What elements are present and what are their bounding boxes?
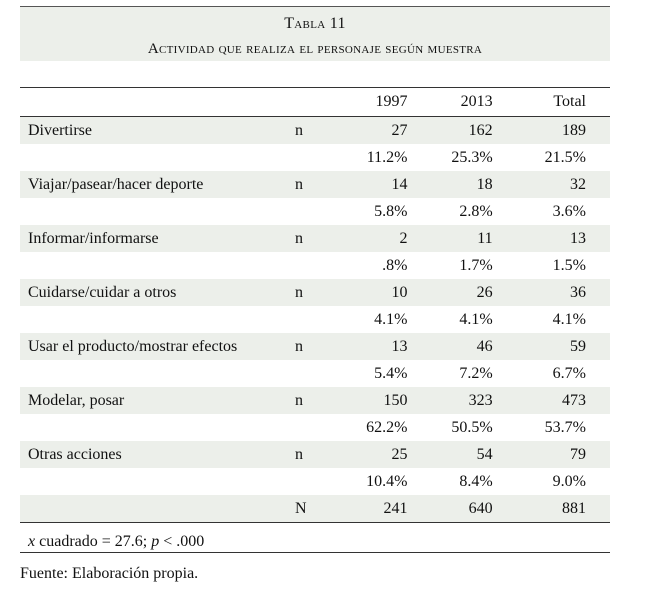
totals-row [20, 495, 610, 523]
row-stat: n [295, 279, 332, 306]
row-label: Informar/informarse [20, 225, 295, 252]
stat-text-2: < .000 [159, 533, 205, 550]
cell-1997-pct: 11.2% [366, 148, 408, 166]
cell-2013: 46 [407, 333, 492, 360]
row-stat: n [295, 333, 332, 360]
row-stat: n [295, 225, 332, 252]
row-label: Viajar/pasear/hacer deporte [20, 171, 295, 198]
row-stat: n [295, 171, 332, 198]
cell-total: 473 [493, 387, 610, 414]
header-row [20, 88, 610, 117]
table-row [20, 387, 610, 414]
table-row [20, 333, 610, 360]
total-2013: 640 [407, 495, 492, 523]
cell-1997-pct: 5.4% [374, 364, 408, 382]
cell-2013-pct: 7.2% [459, 364, 493, 382]
table-row-percent [20, 306, 610, 333]
data-table [20, 87, 610, 523]
table-title-block [20, 6, 610, 61]
cell-1997: 10 [332, 279, 407, 306]
cell-1997: 150 [332, 387, 407, 414]
stat-p: p [151, 533, 160, 550]
cell-total-pct: 4.1% [552, 310, 586, 328]
cell-1997: 27 [332, 117, 407, 145]
cell-2013: 18 [407, 171, 492, 198]
cell-1997: 13 [332, 333, 407, 360]
cell-2013: 162 [407, 117, 492, 145]
table-row [20, 225, 610, 252]
header-total: Total [553, 93, 586, 110]
table-row [20, 171, 610, 198]
cell-2013-pct: 2.8% [459, 202, 493, 220]
cell-1997: 14 [332, 171, 407, 198]
cell-1997-pct: 62.2% [366, 418, 408, 436]
row-label: Modelar, posar [20, 387, 295, 414]
cell-1997-pct: 4.1% [374, 310, 408, 328]
cell-1997-pct: 5.8% [374, 202, 408, 220]
cell-1997-pct: 10.4% [366, 472, 408, 490]
grand-total: 881 [493, 495, 610, 523]
chi-square-note [20, 529, 610, 553]
header-1997: 1997 [375, 93, 408, 110]
cell-2013: 54 [407, 441, 492, 468]
cell-total: 59 [493, 333, 610, 360]
cell-total: 36 [493, 279, 610, 306]
header-empty-stat [295, 88, 332, 117]
table-row-percent [20, 252, 610, 279]
stat-var: x [28, 533, 36, 550]
cell-2013-pct: 4.1% [459, 310, 493, 328]
table-row [20, 441, 610, 468]
table-row-percent [20, 414, 610, 441]
cell-2013-pct: 1.7% [459, 256, 493, 274]
cell-2013-pct: 8.4% [459, 472, 493, 490]
row-label: Otras acciones [20, 441, 295, 468]
cell-total: 189 [493, 117, 610, 145]
cell-2013-pct: 25.3% [451, 148, 493, 166]
table-caption: Actividad que realiza el personaje según muestra [147, 41, 483, 57]
row-stat: n [295, 117, 332, 145]
table-row [20, 117, 610, 145]
row-label: Cuidarse/cuidar a otros [20, 279, 295, 306]
cell-total-pct: 1.5% [552, 256, 586, 274]
table-row-percent [20, 198, 610, 225]
header-empty-label [20, 88, 295, 117]
header-2013: 2013 [460, 93, 493, 110]
row-label: Divertirse [20, 117, 295, 145]
cell-total-pct: 9.0% [552, 472, 586, 490]
cell-total-pct: 6.7% [552, 364, 586, 382]
table-number: Tabla 11 [284, 15, 346, 32]
stat-text-1: cuadrado = 27.6; [35, 533, 152, 550]
source-note: Fuente: Elaboración propia. [20, 565, 199, 582]
cell-1997-pct: .8% [382, 256, 408, 274]
cell-2013: 11 [407, 225, 492, 252]
table-row-percent [20, 468, 610, 495]
cell-1997: 25 [332, 441, 407, 468]
cell-total: 32 [493, 171, 610, 198]
row-stat: n [295, 387, 332, 414]
row-label: Usar el producto/mostrar efectos [20, 333, 295, 360]
cell-total-pct: 21.5% [544, 148, 586, 166]
table-row-percent [20, 144, 610, 171]
cell-2013: 323 [407, 387, 492, 414]
totals-stat: N [295, 495, 332, 523]
cell-total-pct: 3.6% [552, 202, 586, 220]
cell-1997: 2 [332, 225, 407, 252]
cell-2013-pct: 50.5% [451, 418, 493, 436]
total-1997: 241 [332, 495, 407, 523]
cell-total-pct: 53.7% [544, 418, 586, 436]
cell-2013: 26 [407, 279, 492, 306]
table-row-percent [20, 360, 610, 387]
cell-total: 79 [493, 441, 610, 468]
table-row [20, 279, 610, 306]
cell-total: 13 [493, 225, 610, 252]
row-stat: n [295, 441, 332, 468]
